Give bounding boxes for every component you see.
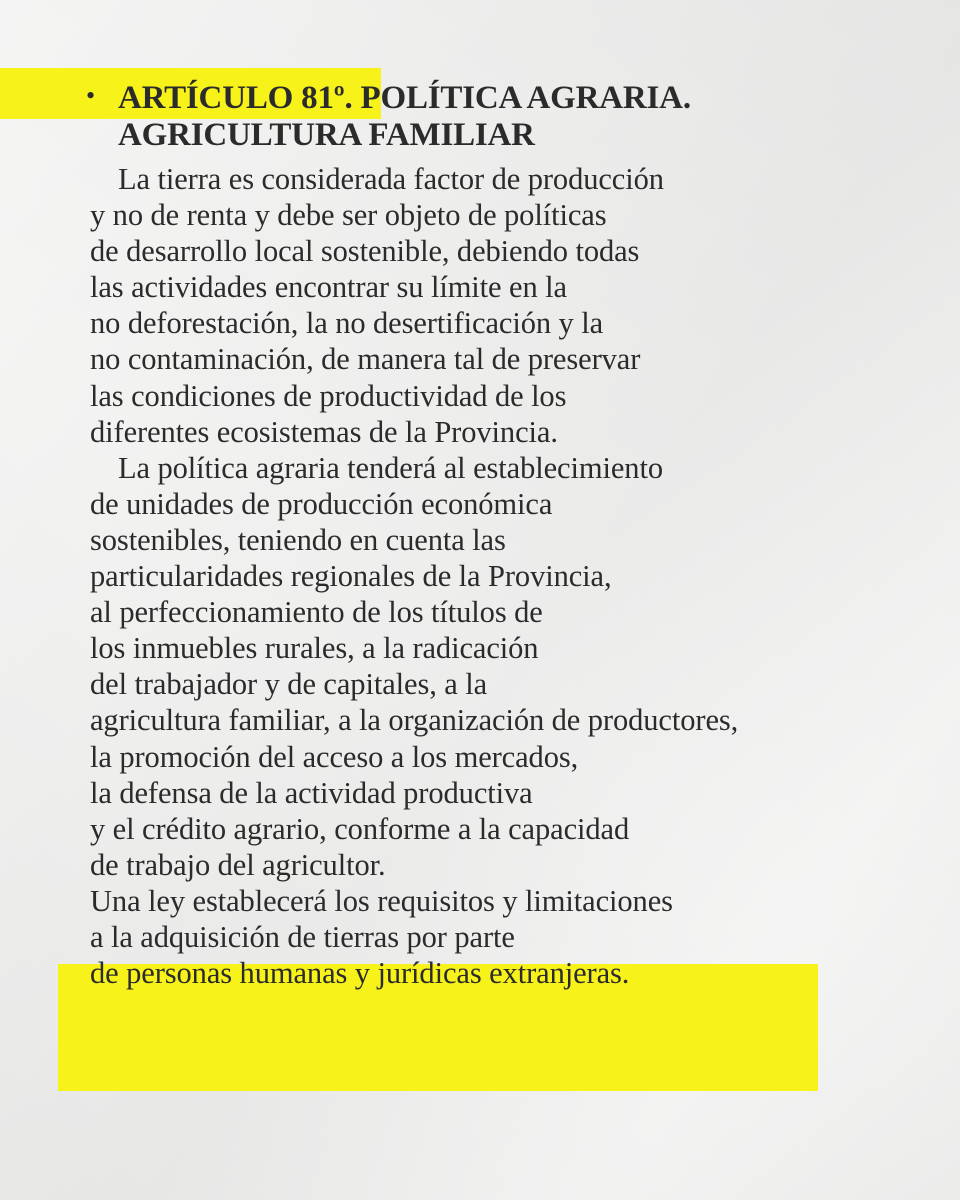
paragraph-2-line: particularidades regionales de la Provincia, — [90, 559, 612, 594]
paragraph-2-line: al perfeccionamiento de los títulos de — [90, 595, 543, 630]
paragraph-3-line: Una ley establecerá los requisitos y limitaciones — [90, 883, 673, 918]
paragraph-2-line: de unidades de producción económica — [90, 486, 553, 521]
paragraph-3-line: de personas humanas y jurídicas extranjeras. — [90, 956, 630, 991]
paragraph-1-line: las condiciones de productividad de los — [90, 378, 567, 413]
paragraph-1-line: las actividades encontrar su límite en la — [90, 270, 567, 305]
paragraph-2-line: sostenibles, teniendo en cuenta las — [90, 522, 506, 557]
paragraph-2-line: La política agraria tenderá al establecimiento — [118, 450, 663, 485]
paragraph-1-line: diferentes ecosistemas de la Provincia. — [90, 414, 558, 449]
paragraph-1-line: La tierra es considerada factor de producción — [118, 162, 664, 196]
paragraph-2-line: del trabajador y de capitales, a la — [90, 667, 488, 702]
paragraph-2-line: y el crédito agrario, conforme a la capacidad — [90, 811, 630, 846]
article-subtitle: AGRICULTURA FAMILIAR — [118, 117, 535, 153]
paragraph-2-line: la defensa de la actividad productiva — [90, 775, 533, 810]
paragraph-1-line: y no de renta y debe ser objeto de políticas — [90, 198, 607, 233]
paragraph-1-line: de desarrollo local sostenible, debiendo todas — [90, 234, 640, 269]
article-title: ARTÍCULO 81º. POLÍTICA AGRARIA. — [118, 80, 691, 116]
paragraph-2-line: de trabajo del agricultor. — [90, 847, 386, 882]
paragraph-2-line: la promoción del acceso a los mercados, — [90, 739, 579, 774]
paragraph-1-line: no deforestación, la no desertificación y la — [90, 306, 604, 341]
paragraph-2-line: agricultura familiar, a la organización de productores, — [90, 703, 739, 738]
paragraph-2-line: los inmuebles rurales, a la radicación — [90, 631, 539, 666]
article-body — [90, 161, 930, 991]
bullet-marker: • — [86, 81, 96, 110]
paragraph-1-line: no contaminación, de manera tal de preservar — [90, 342, 641, 377]
paragraph-3-line: a la adquisición de tierras por parte — [90, 919, 515, 954]
